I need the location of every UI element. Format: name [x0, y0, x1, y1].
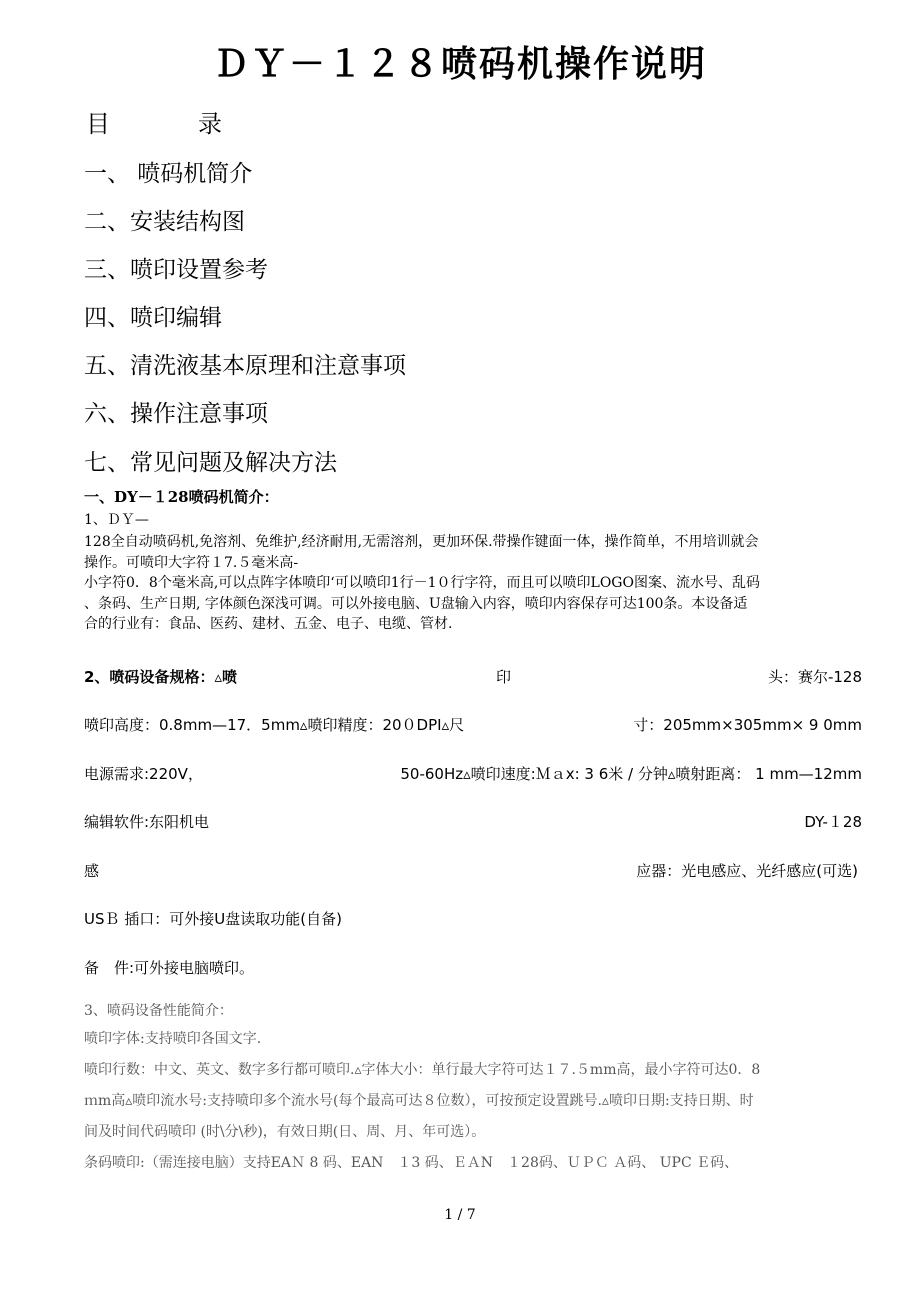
spec-row [84, 666, 862, 688]
toc-item: 七、常见问题及解决方法 [84, 450, 337, 476]
toc-item: 四、喷印编辑 [84, 305, 222, 331]
spec-row-left: 电源需求:220V， [84, 765, 203, 783]
spec-row-right: 寸：205mm×305mm× 9 0mm [633, 716, 862, 734]
spec-row [84, 957, 862, 979]
performance-block [84, 1024, 864, 1179]
spec-row-left: 喷印高度：0.8mm—17．5mm▵喷印精度：20０DPI▵尺 [84, 716, 465, 734]
toc-heading-right: 录 [198, 110, 222, 138]
performance-line: ｍm高▵喷印流水号:支持喷印多个流水号(每个最高可达８位数），可按预定设置跳号.▵喷印日期:支持日期、时 [84, 1093, 754, 1109]
intro-line: 合的行业有：食品、医药、建材、五金、电子、电缆、管材. [84, 616, 453, 632]
spec-row [84, 763, 862, 785]
spec-row [84, 860, 862, 882]
spec-row-left: 备 件:可外接电脑喷印。 [84, 959, 255, 977]
spec-row-left: 编辑软件:东阳机电 [84, 813, 210, 831]
toc-item: 二、安装结构图 [84, 209, 245, 235]
page-number: 1 / 7 [444, 1207, 476, 1223]
spec-row-left: 感 [84, 862, 100, 880]
intro-line: 128全自动喷码机,免溶剂、免维护,经济耐用,无需溶剂，更加环保.带操作键面一体，操作简单，不用培训就会 [84, 534, 759, 550]
intro-paragraph [84, 532, 864, 635]
toc-item: 五、清洗液基本原理和注意事项 [84, 353, 406, 379]
toc-heading-left: 目 [86, 110, 110, 138]
performance-line: 间及时间代码喷印 (时\分\秒)，有效日期(日、周、月、年可选）。 [84, 1124, 486, 1140]
spec-row-mid: 印 [496, 668, 512, 686]
spec-row-right: 50-60Hz▵喷印速度:Ｍａx: 3 6米 / 分钟▵喷射距离： 1 mm—12mm [400, 765, 862, 783]
performance-line: 喷印字体:支持喷印各国文字. [84, 1031, 262, 1047]
spec-row [84, 811, 862, 833]
toc-heading [86, 104, 222, 139]
performance-line: 条码喷印:（需连接电脑）支持EAＮ 8 码、EAN １3 码、ＥＡN １28码、ＵＰＣ Ａ码、 UPC Ｅ码、 [84, 1155, 739, 1171]
spec-row [84, 908, 862, 930]
item-label: 1、ＤＹ— [84, 512, 149, 528]
performance-line: 喷印行数：中文、英文、数字多行都可喷印.▵字体大小：单行最大字符可达１７.５mm高，最小字符可达0．8 [84, 1062, 761, 1078]
page-title: ＤＹ－１２８喷码机操作说明 [212, 43, 707, 85]
spec-row-right: DY-１28 [804, 813, 862, 831]
intro-line: 、条码、生产日期, 字体颜色深浅可调。可以外接电脑、U盘输入内容，喷印内容保存可达100条。本设备适 [84, 595, 748, 612]
toc-item: 三、喷印设置参考 [84, 257, 268, 283]
spec-row-right: 应器：光电感应、光纤感应(可选) [636, 862, 858, 880]
intro-line: 小字符0．8个毫米高,可以点阵字体喷印‘可以喷印1行－1０行字符，而且可以喷印LOGO图案、流水号、乱码 [84, 575, 760, 591]
spec-row-left: 2、喷码设备规格：▵喷 [84, 668, 237, 686]
toc-item: 一、 喷码机简介 [84, 161, 253, 187]
section-heading: 一、DY－１28喷码机简介： [84, 488, 279, 506]
spec-row-right: 头：赛尔-128 [767, 668, 862, 686]
toc-item: 六、操作注意事项 [84, 401, 268, 427]
intro-line: 操作。可喷印大字符１7.５毫米高- [84, 554, 299, 571]
performance-heading: 3、喷码设备性能简介： [84, 1003, 233, 1019]
spec-row-left: USＢ 插口：可外接U盘读取功能(自备) [84, 910, 342, 928]
spec-row [84, 714, 862, 736]
